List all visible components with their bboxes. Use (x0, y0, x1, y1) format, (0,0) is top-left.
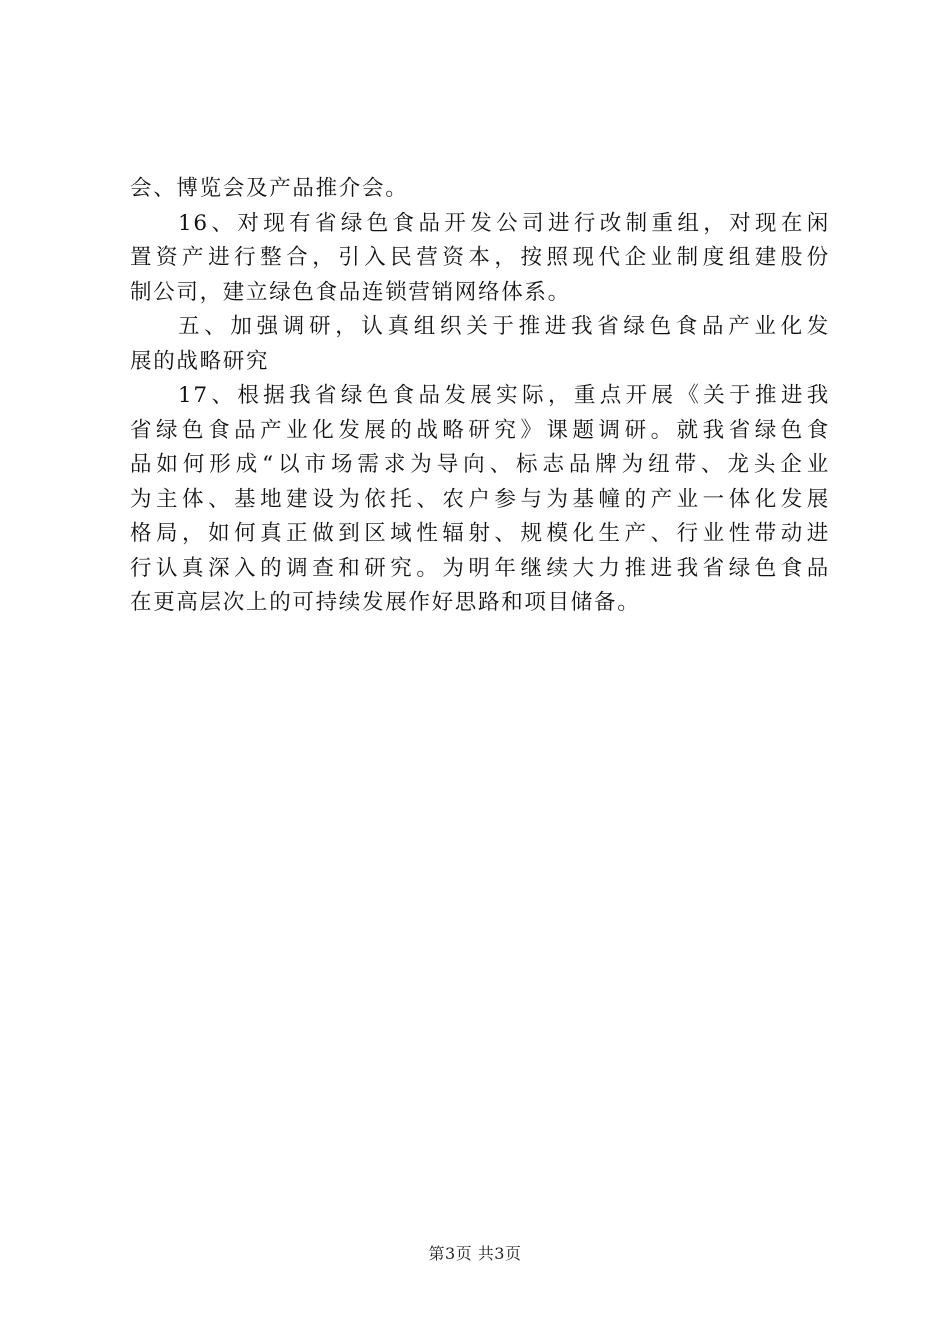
paragraph-17-line: 在更高层次上的可持续发展作好思路和项目储备。 (130, 590, 641, 615)
paragraph-17-line: 品如何形成“以市场需求为导向、标志品牌为纽带、龙头企业 (130, 452, 830, 477)
section-heading-5-line: 五、加强调研，认真组织关于推进我省绿色食品产业化发 (178, 314, 830, 339)
paragraph-17-line: 格局，如何真正做到区域性辐射、规模化生产、行业性带动进 (130, 521, 830, 546)
document-body (130, 172, 830, 621)
page-number-footer: 第3页 共3页 (428, 1244, 522, 1263)
paragraph-17-line: 省绿色食品产业化发展的战略研究》课题调研。就我省绿色食 (130, 417, 830, 443)
paragraph-16-line: 制公司，建立绿色食品连锁营销网络体系。 (130, 279, 571, 305)
section-heading-5-line: 展的战略研究 (130, 348, 270, 374)
text-line: 会、博览会及产品推介会。 (130, 176, 409, 201)
paragraph-17-line: 为主体、基地建设为依托、农户参与为基幢的产业一体化发展 (130, 486, 830, 512)
paragraph-16-line: 置资产进行整合，引入民营资本，按照现代企业制度组建股份 (130, 245, 830, 270)
paragraph-17-line: 17、根据我省绿色食品发展实际，重点开展《关于推进我 (178, 383, 830, 408)
paragraph-16-line: 16、对现有省绿色食品开发公司进行改制重组，对现在闲 (178, 210, 830, 236)
paragraph-17-line: 行认真深入的调查和研究。为明年继续大力推进我省绿色食品 (130, 555, 830, 581)
